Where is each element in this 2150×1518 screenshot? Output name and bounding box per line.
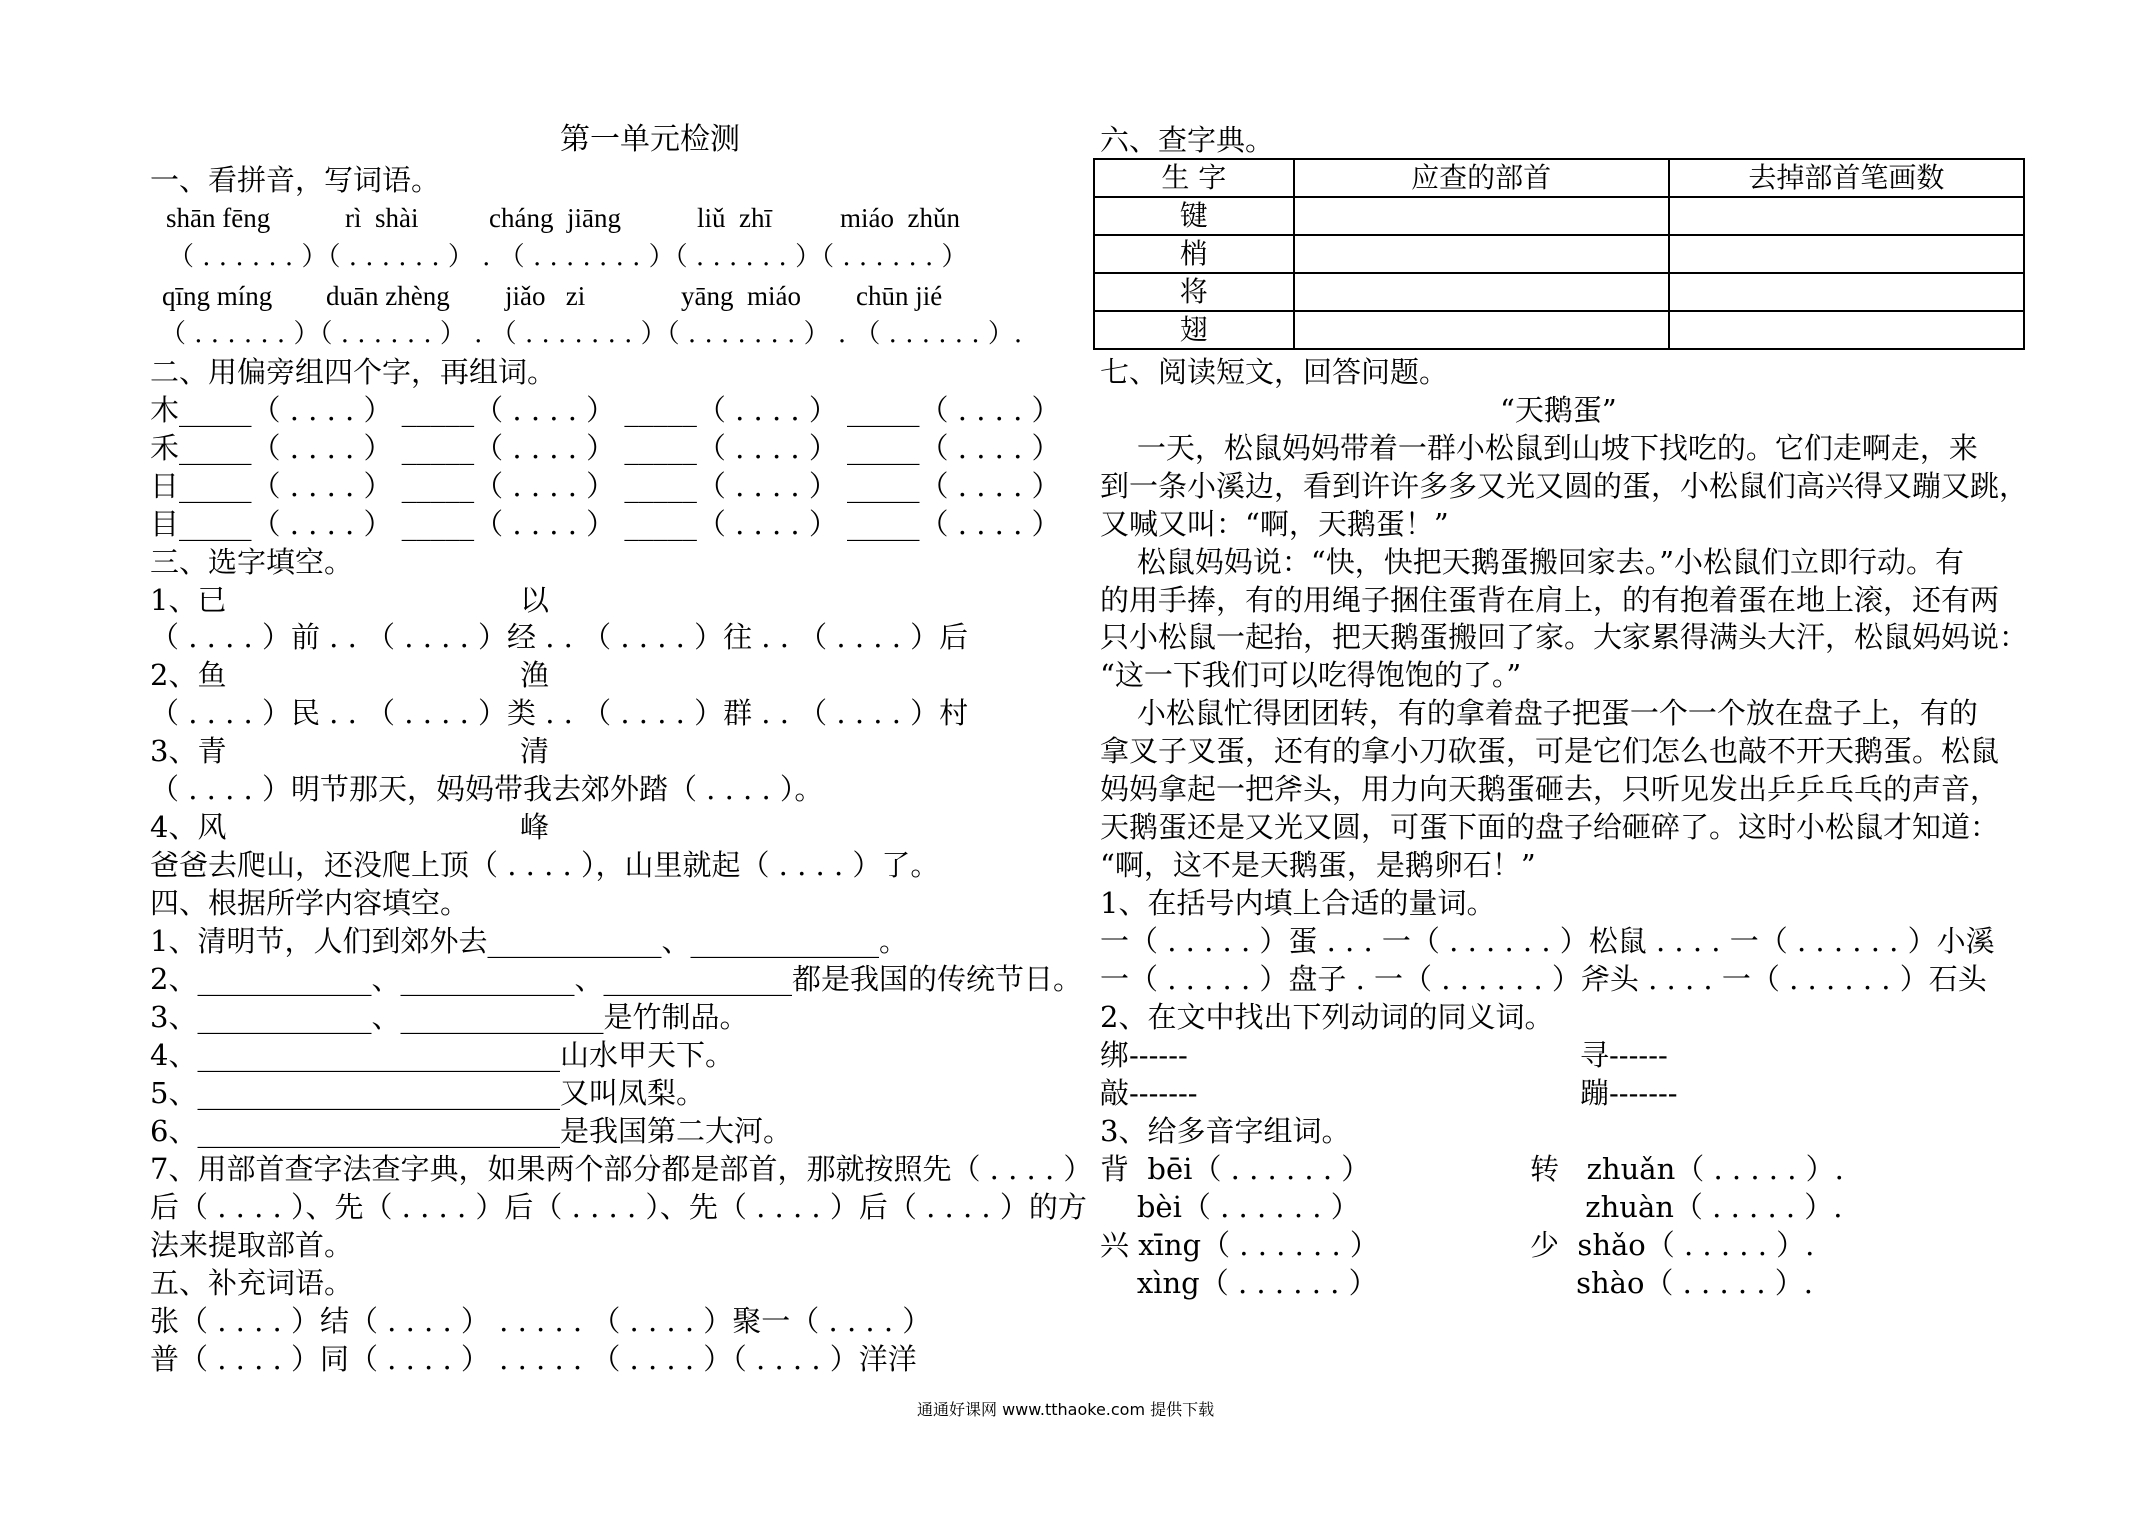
strokes-answer-cell[interactable] <box>1669 273 2024 311</box>
fill-q3[interactable]: 3、____________、______________是竹制品。 <box>150 1000 749 1034</box>
choice-q1-blanks[interactable]: （ . . . . ）前 . . （ . . . . ）经 . . （ . . . . ）往 . . （ . . . . ）后 <box>150 620 969 654</box>
answer-blanks-row2[interactable]: （ . . . . . . ）（ . . . . . . ） . （ . . . . . . . ）（ . . . . . . . ） . （ . . . . . . ）. <box>160 319 1023 349</box>
table-row <box>1094 273 2024 311</box>
polyphone-entry[interactable]: 背 bēi（ . . . . . . ） <box>1100 1152 1371 1186</box>
radical-answer-cell[interactable] <box>1294 311 1669 349</box>
story-title: “天鹅蛋” <box>1500 393 1617 427</box>
radical-row[interactable]: 禾_____（ . . . . ） _____（ . . . . ） _____（ . . . . ） _____（ . . . . ） <box>150 431 1061 465</box>
choice-q4-b: 峰 <box>520 810 550 844</box>
polyphone-entry[interactable]: 兴 xīng（ . . . . . . ） <box>1100 1228 1379 1262</box>
synonym-a[interactable]: 绑------ <box>1100 1038 1188 1072</box>
polyphone-entry[interactable]: 转 zhuǎn（ . . . . . ）. <box>1530 1152 1844 1186</box>
choice-q3-b: 清 <box>520 734 550 768</box>
choice-q4-a: 4、风 <box>150 810 227 844</box>
radical-answer-cell[interactable] <box>1294 273 1669 311</box>
story-line: 松鼠妈妈说：“快，快把天鹅蛋搬回家去。”小松鼠们立即行动。有 <box>1100 545 1965 579</box>
table-row <box>1094 197 2024 235</box>
choice-q1-b: 以 <box>520 583 550 617</box>
synonym-b[interactable]: 寻------ <box>1580 1038 1668 1072</box>
table-row <box>1094 311 2024 349</box>
radical-row[interactable]: 目_____（ . . . . ） _____（ . . . . ） _____（ . . . . ） _____（ . . . . ） <box>150 507 1061 541</box>
pinyin-4: liǔ zhī <box>697 203 772 233</box>
radical-answer-cell[interactable] <box>1294 197 1669 235</box>
footer-credit: 通通好课网 www.tthaoke.com 提供下载 <box>917 1400 1215 1419</box>
section4-heading: 四、根据所学内容填空。 <box>150 886 470 920</box>
polyphone-entry[interactable]: 少 shǎo（ . . . . . ）. <box>1530 1228 1815 1262</box>
choice-q2-blanks[interactable]: （ . . . . ）民 . . （ . . . . ）类 . . （ . . . . ）群 . . （ . . . . ）村 <box>150 696 969 730</box>
story-line: 一天，松鼠妈妈带着一群小松鼠到山坡下找吃的。它们走啊走，来 <box>1100 431 1978 465</box>
fill-q5[interactable]: 5、_________________________又叫凤梨。 <box>150 1076 705 1110</box>
story-line: 到一条小溪边，看到许许多多又光又圆的蛋，小松鼠们高兴得又蹦又跳， <box>1100 469 2029 503</box>
pinyin-1: shān fēng <box>166 203 271 233</box>
choice-q2-a: 2、鱼 <box>150 658 227 692</box>
table-header-row <box>1094 159 2024 197</box>
pinyin-2: rì shài <box>345 203 419 233</box>
section1-heading: 一、看拼音，写词语。 <box>150 163 441 197</box>
strokes-answer-cell[interactable] <box>1669 311 2024 349</box>
measure-word-row2[interactable]: 一（ . . . . . ）盘子 . 一（ . . . . . . ）斧头 . . . . 一（ . . . . . . ）石头 <box>1100 962 1987 996</box>
polyphone-entry[interactable]: zhuàn（ . . . . . ）. <box>1530 1190 1843 1224</box>
col-header-strokes: 去掉部首笔画数 <box>1669 159 2024 197</box>
fill-q2[interactable]: 2、____________、____________、_____________都是我国的传统节日。 <box>150 962 1082 996</box>
pinyin-8: jiǎo zi <box>505 281 586 311</box>
idiom-row1[interactable]: 张（ . . . . ）结（ . . . . ） . . . . . （ . . . . ）聚一（ . . . . ） <box>150 1304 932 1338</box>
story-line: 只小松鼠一起抬，把天鹅蛋搬回了家。大家累得满头大汗，松鼠妈妈说： <box>1100 620 2029 654</box>
story-line: 妈妈拿起一把斧头，用力向天鹅蛋砸去，只听见发出乒乒乓乓的声音， <box>1100 772 2000 806</box>
section2-heading: 二、用偏旁组四个字，再组词。 <box>150 355 557 389</box>
radical-answer-cell[interactable] <box>1294 235 1669 273</box>
pinyin-9: yāng miáo <box>681 281 801 311</box>
fill-q7-line3: 法来提取部首。 <box>150 1228 354 1262</box>
choice-q3-blanks[interactable]: （ . . . . ）明节那天，妈妈带我去郊外踏（ . . . . ）。 <box>150 772 824 806</box>
reading-q3: 3、给多音字组词。 <box>1100 1114 1351 1148</box>
choice-q4-blanks[interactable]: 爸爸去爬山，还没爬上顶（ . . . . ），山里就起（ . . . . ）了。 <box>150 848 940 882</box>
story-line: 的用手捧，有的用绳子捆住蛋背在肩上，的有抱着蛋在地上滚，还有两 <box>1100 583 2000 617</box>
fill-q1[interactable]: 1、清明节，人们到郊外去____________、_____________。 <box>150 924 908 958</box>
synonym-d[interactable]: 蹦------- <box>1580 1076 1678 1110</box>
story-line: 小松鼠忙得团团转，有的拿着盘子把蛋一个一个放在盘子上，有的 <box>1100 696 1978 730</box>
char-cell: 键 <box>1094 197 1294 235</box>
reading-q1: 1、在括号内填上合适的量词。 <box>1100 886 1496 920</box>
section5-heading: 五、补充词语。 <box>150 1266 354 1300</box>
story-line: “这一下我们可以吃得饱饱的了。” <box>1100 658 1522 692</box>
col-header-char: 生 字 <box>1094 159 1294 197</box>
synonym-c[interactable]: 敲------- <box>1100 1076 1198 1110</box>
polyphone-entry[interactable]: xìng（ . . . . . . ） <box>1100 1266 1378 1300</box>
pinyin-5: miáo zhǔn <box>840 203 960 233</box>
pinyin-7: duān zhèng <box>326 281 450 311</box>
section6-heading: 六、查字典。 <box>1100 123 1275 157</box>
page-title: 第一单元检测 <box>560 122 740 157</box>
story-line: 拿叉子叉蛋，还有的拿小刀砍蛋，可是它们怎么也敲不开天鹅蛋。松鼠 <box>1100 734 2000 768</box>
table-row <box>1094 235 2024 273</box>
section3-heading: 三、选字填空。 <box>150 545 354 579</box>
fill-q4[interactable]: 4、_________________________山水甲天下。 <box>150 1038 734 1072</box>
story-line: 又喊又叫：“啊，天鹅蛋！” <box>1100 507 1449 541</box>
col-header-radical: 应查的部首 <box>1294 159 1669 197</box>
strokes-answer-cell[interactable] <box>1669 235 2024 273</box>
radical-row[interactable]: 日_____（ . . . . ） _____（ . . . . ） _____（ . . . . ） _____（ . . . . ） <box>150 469 1061 503</box>
strokes-answer-cell[interactable] <box>1669 197 2024 235</box>
choice-q1-a: 1、已 <box>150 583 227 617</box>
fill-q7-line1[interactable]: 7、用部首查字法查字典，如果两个部分都是部首，那就按照先（ . . . . ） <box>150 1152 1093 1186</box>
measure-word-row1[interactable]: 一（ . . . . . ）蛋 . . . 一（ . . . . . . ）松鼠 . . . . 一（ . . . . . . ）小溪 <box>1100 924 1995 958</box>
reading-q2: 2、在文中找出下列动词的同义词。 <box>1100 1000 1554 1034</box>
pinyin-6: qīng míng <box>162 281 273 311</box>
choice-q2-b: 渔 <box>520 658 550 692</box>
radical-row[interactable]: 木_____（ . . . . ） _____（ . . . . ） _____（ . . . . ） _____（ . . . . ） <box>150 393 1061 427</box>
fill-q7-line2[interactable]: 后（ . . . . ）、先（ . . . . ）后（ . . . . ）、先（ . . . . ）后（ . . . . ）的方 <box>150 1190 1087 1224</box>
dictionary-table <box>1093 158 2025 350</box>
story-line: 天鹅蛋还是又光又圆，可蛋下面的盘子给砸碎了。这时小松鼠才知道： <box>1100 810 2000 844</box>
choice-q3-a: 3、青 <box>150 734 227 768</box>
story-line: “啊，这不是天鹅蛋，是鹅卵石！” <box>1100 848 1536 882</box>
char-cell: 梢 <box>1094 235 1294 273</box>
fill-q6[interactable]: 6、_________________________是我国第二大河。 <box>150 1114 792 1148</box>
pinyin-10: chūn jié <box>856 281 943 311</box>
polyphone-entry[interactable]: shào（ . . . . . ）. <box>1530 1266 1814 1300</box>
idiom-row2[interactable]: 普（ . . . . ）同（ . . . . ） . . . . . （ . . . . ）（ . . . . ）洋洋 <box>150 1342 917 1376</box>
pinyin-3: cháng jiāng <box>489 203 621 233</box>
polyphone-entry[interactable]: bèi（ . . . . . . ） <box>1100 1190 1360 1224</box>
char-cell: 将 <box>1094 273 1294 311</box>
answer-blanks-row1[interactable]: （ . . . . . . ）（ . . . . . . ） . （ . . . . . . . ）（ . . . . . . ）（ . . . . . . ） <box>168 242 968 272</box>
char-cell: 翅 <box>1094 311 1294 349</box>
section7-heading: 七、阅读短文，回答问题。 <box>1100 355 1449 389</box>
